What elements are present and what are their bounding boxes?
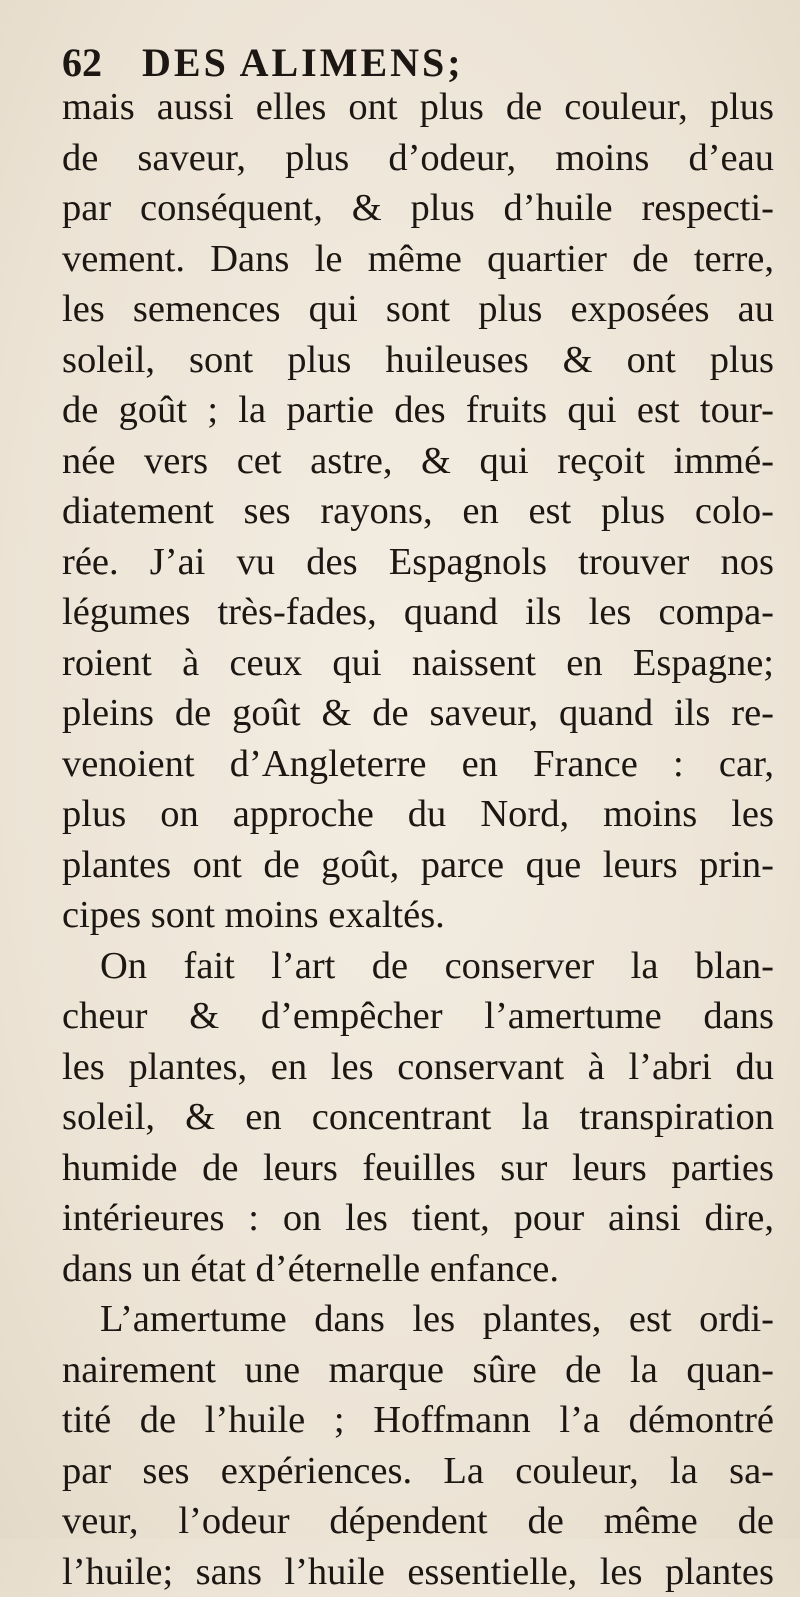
text-line: nairement une marque sûre de la quan- (62, 1345, 774, 1396)
text-line: légumes très-fades, quand ils les compa- (62, 587, 774, 638)
text-line: soleil, & en concentrant la transpiration (62, 1092, 774, 1143)
page-number: 62 (62, 40, 102, 85)
text-line: plantes ont de goût, parce que leurs prin- (62, 840, 774, 891)
text-line: née vers cet astre, & qui reçoit immé- (62, 436, 774, 487)
body-text (62, 82, 774, 1597)
text-line: mais aussi elles ont plus de couleur, plus (62, 82, 774, 133)
text-line: diatement ses rayons, en est plus colo- (62, 486, 774, 537)
text-line: tité de l’huile ; Hoffmann l’a démontré (62, 1395, 774, 1446)
text-line: rée. J’ai vu des Espagnols trouver nos (62, 537, 774, 588)
text-line: les plantes, en les conservant à l’abri du (62, 1042, 774, 1093)
text-line: cipes sont moins exaltés. (62, 890, 774, 941)
running-title: DES ALIMENS; (142, 40, 464, 85)
paragraph-first-line: On fait l’art de conserver la blan- (62, 941, 774, 992)
text-line: roient à ceux qui naissent en Espagne; (62, 638, 774, 689)
text-line: de saveur, plus d’odeur, moins d’eau (62, 133, 774, 184)
text-line: veur, l’odeur dépendent de même de (62, 1496, 774, 1547)
text-line: par conséquent, & plus d’huile respecti- (62, 183, 774, 234)
text-line: vement. Dans le même quartier de terre, (62, 234, 774, 285)
text-line: plus on approche du Nord, moins les (62, 789, 774, 840)
text-line: cheur & d’empêcher l’amertume dans (62, 991, 774, 1042)
text-line: par ses expériences. La couleur, la sa- (62, 1446, 774, 1497)
text-line: dans un état d’éternelle enfance. (62, 1244, 774, 1295)
text-line: de goût ; la partie des fruits qui est tour- (62, 385, 774, 436)
text-line: pleins de goût & de saveur, quand ils re- (62, 688, 774, 739)
text-line: les semences qui sont plus exposées au (62, 284, 774, 335)
text-line: venoient d’Angleterre en France : car, (62, 739, 774, 790)
text-line: intérieures : on les tient, pour ainsi dire, (62, 1193, 774, 1244)
text-line: l’huile; sans l’huile essentielle, les plantes (62, 1547, 774, 1597)
paragraph-first-line: L’amertume dans les plantes, est ordi- (62, 1294, 774, 1345)
text-line: soleil, sont plus huileuses & ont plus (62, 335, 774, 386)
text-line: humide de leurs feuilles sur leurs parties (62, 1143, 774, 1194)
